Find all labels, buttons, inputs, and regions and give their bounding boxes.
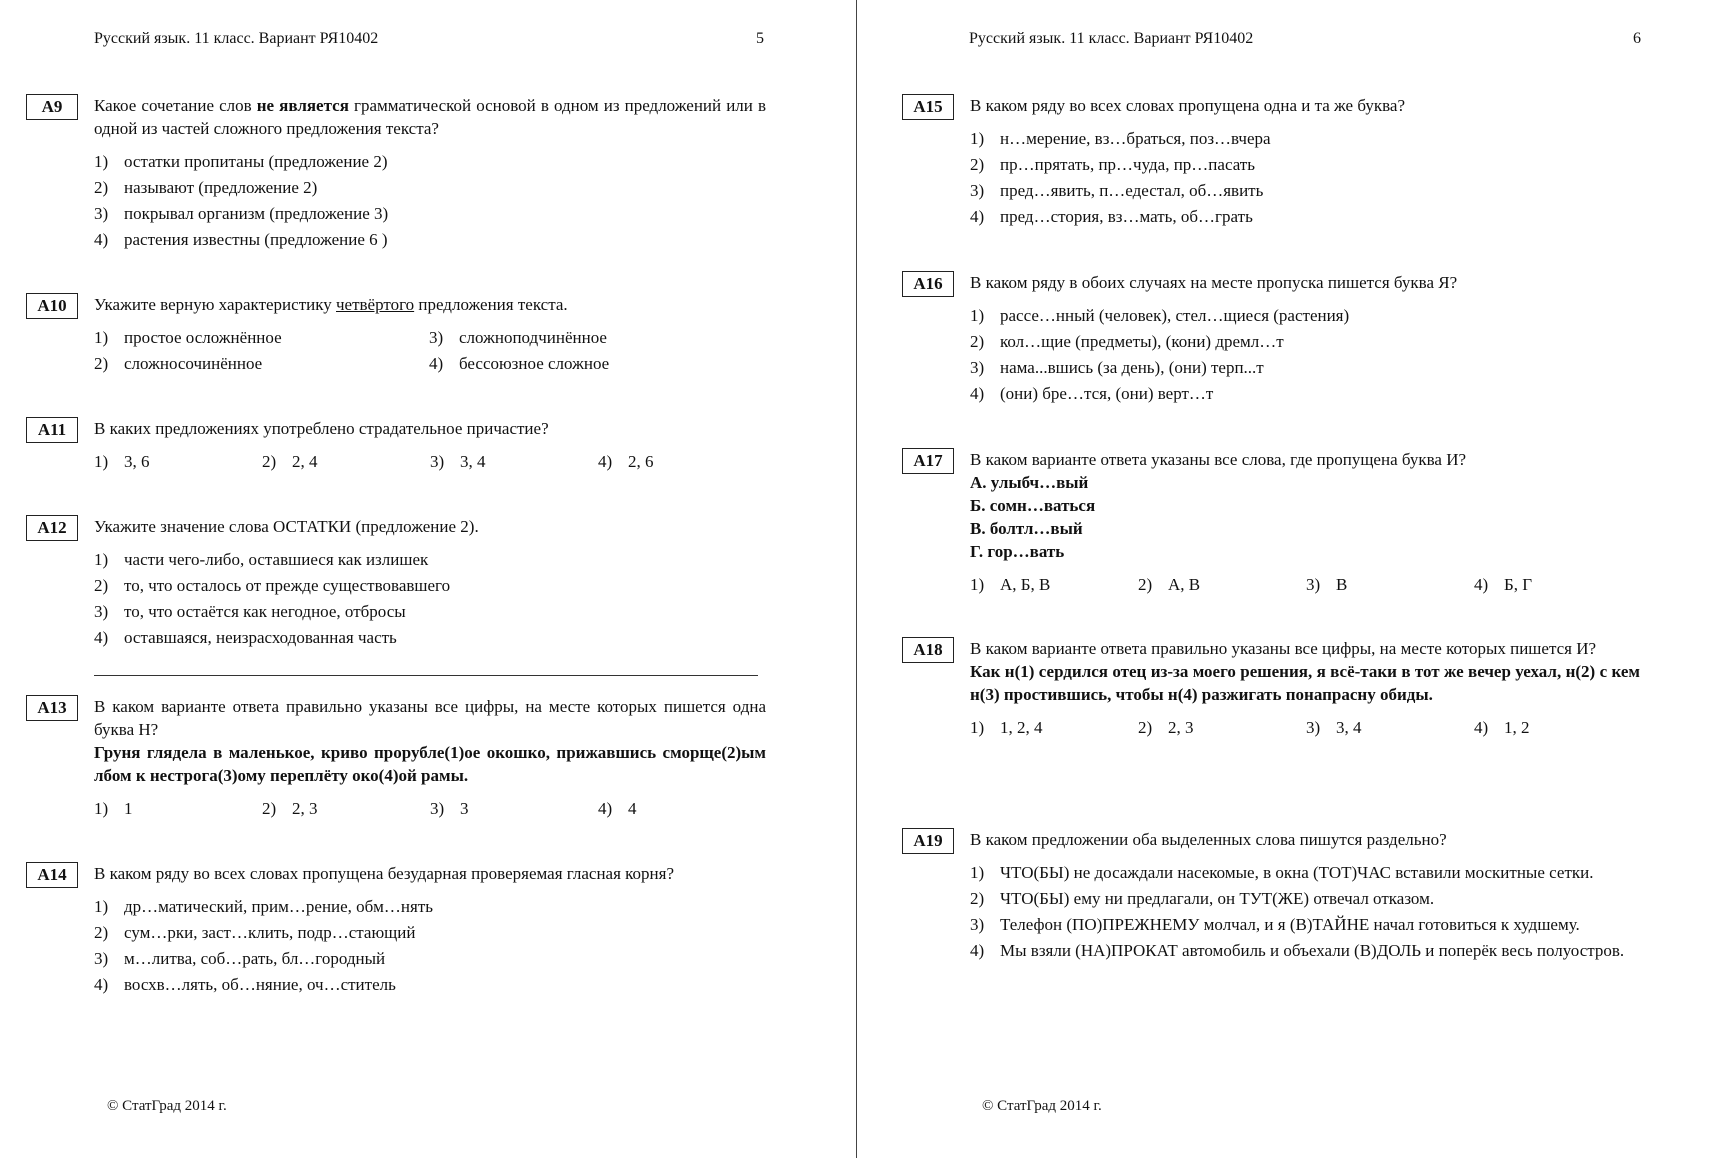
question-text: Укажите верную характеристику четвёртого предложения текста. <box>94 295 568 314</box>
answer-option[interactable]: 2) А, В <box>1138 575 1201 594</box>
question-text: Какое сочетание слов не является грамматической основой в одном из предложений или в одной из частей сложного предложения текста? <box>94 96 766 138</box>
word-item: А. улыбч…вый <box>970 473 1089 492</box>
answer-option[interactable]: 3) сложноподчинённое <box>429 328 607 347</box>
answer-option[interactable]: 1) А, Б, В <box>970 575 1051 594</box>
right-page <box>876 0 1714 1158</box>
answer-option[interactable]: 1) ЧТО(БЫ) не досаждали насекомые, в окна (ТОТ)ЧАС вставили москитные сетки. <box>970 863 1594 882</box>
answer-option[interactable]: 4) (они) бре…тся, (они) верт…т <box>970 384 1214 403</box>
task-code: А9 <box>26 94 78 120</box>
task-a16 <box>902 271 1640 408</box>
task-a13 <box>26 695 766 820</box>
answer-option[interactable]: 3) покрывал организм (предложение 3) <box>94 204 389 223</box>
header-title: Русский язык. 11 класс. Вариант РЯ10402 <box>94 30 379 47</box>
task-code: А14 <box>26 862 78 888</box>
answer-option[interactable]: 3) 3, 4 <box>1306 718 1362 737</box>
task-code: А19 <box>902 828 954 854</box>
answer-option[interactable]: 1) др…матический, прим…рение, обм…нять <box>94 897 434 916</box>
answer-option[interactable]: 2) то, что осталось от прежде существовавшего <box>94 576 451 595</box>
question-text: В каком варианте ответа правильно указаны все цифры, на месте которых пишется И? <box>970 639 1597 658</box>
answer-option[interactable]: 2) 2, 3 <box>1138 718 1194 737</box>
answer-option[interactable]: 4) Мы взяли (НА)ПРОКАТ автомобиль и объехали (В)ДОЛЬ и поперёк весь полуостров. <box>970 941 1625 960</box>
question-text: В каком варианте ответа указаны все слова, где пропущена буква И? <box>970 450 1467 469</box>
word-item: В. болтл…вый <box>970 519 1083 538</box>
answer-options <box>94 797 766 820</box>
task-code: А13 <box>26 695 78 721</box>
answer-options <box>970 861 1640 962</box>
answer-option[interactable]: 1) простое осложнённое <box>94 328 282 347</box>
answer-option[interactable]: 3) м…литва, соб…рать, бл…городный <box>94 949 386 968</box>
left-page <box>0 0 856 1158</box>
answer-option[interactable]: 2) называют (предложение 2) <box>94 178 318 197</box>
answer-option[interactable]: 3) Телефон (ПО)ПРЕЖНЕМУ молчал, и я (В)ТАЙНЕ начал готовиться к худшему. <box>970 915 1580 934</box>
task-sentence: Груня глядела в маленькое, криво прорубле(1)ое окошко, прижавшись сморще(2)ым лбом к нестрога(3)ому переплёту око(4)ой рамы. <box>94 743 766 785</box>
answer-option[interactable]: 4) 2, 6 <box>598 452 654 471</box>
answer-option[interactable]: 1) части чего-либо, оставшиеся как излишек <box>94 550 429 569</box>
answer-option[interactable]: 2) кол…щие (предметы), (кони) дремл…т <box>970 332 1284 351</box>
answer-option[interactable]: 4) бессоюзное сложное <box>429 354 610 373</box>
answer-option[interactable]: 2) ЧТО(БЫ) ему ни предлагали, он ТУТ(ЖЕ) отвечал отказом. <box>970 889 1435 908</box>
answer-option[interactable]: 4) восхв…лять, об…няние, оч…ститель <box>94 975 396 994</box>
answer-options <box>94 326 766 375</box>
answer-options <box>94 548 766 649</box>
answer-options <box>94 450 766 473</box>
answer-option[interactable]: 2) 2, 3 <box>262 799 318 818</box>
task-sentence: Как н(1) сердился отец из-за моего решения, я всё-таки в тот же вечер уехал, н(2) с кем н(3) простившись, чтобы н(4) разжигать понапрасну обиды. <box>970 662 1640 704</box>
footer-copyright: © СтатГрад 2014 г. <box>107 1098 227 1114</box>
word-item: Г. гор…вать <box>970 542 1065 561</box>
footer-copyright: © СтатГрад 2014 г. <box>982 1098 1102 1114</box>
task-a18 <box>902 637 1640 739</box>
task-code: А18 <box>902 637 954 663</box>
question-text: Укажите значение слова ОСТАТКИ (предложение 2). <box>94 517 479 536</box>
answer-option[interactable]: 4) 4 <box>598 799 637 818</box>
answer-option[interactable]: 4) растения известны (предложение 6 ) <box>94 230 388 249</box>
question-text: В каком ряду во всех словах пропущена одна и та же буква? <box>970 96 1406 115</box>
question-text: В каком ряду в обоих случаях на месте пропуска пишется буква Я? <box>970 273 1458 292</box>
answer-option[interactable]: 1) остатки пропитаны (предложение 2) <box>94 152 388 171</box>
answer-option[interactable]: 3) В <box>1306 575 1348 594</box>
answer-options <box>94 895 766 996</box>
answer-options <box>94 150 766 251</box>
word-item: Б. сомн…ваться <box>970 496 1096 515</box>
answer-option[interactable]: 1) н…мерение, вз…браться, поз…вчера <box>970 129 1271 148</box>
answer-options <box>970 573 1640 596</box>
answer-option[interactable]: 3) 3 <box>430 799 469 818</box>
header-title: Русский язык. 11 класс. Вариант РЯ10402 <box>969 30 1254 47</box>
answer-option[interactable]: 2) сложносочинённое <box>94 354 263 373</box>
task-a19 <box>902 828 1640 965</box>
task-code: А15 <box>902 94 954 120</box>
task-code: А12 <box>26 515 78 541</box>
task-a11 <box>26 417 766 473</box>
question-text: В каком ряду во всех словах пропущена безударная проверяемая гласная корня? <box>94 864 675 883</box>
question-text: В каком предложении оба выделенных слова пишутся раздельно? <box>970 830 1447 849</box>
answer-option[interactable]: 2) пр…прятать, пр…чуда, пр…пасать <box>970 155 1255 174</box>
answer-option[interactable]: 3) 3, 4 <box>430 452 486 471</box>
answer-option[interactable]: 1) 1, 2, 4 <box>970 718 1043 737</box>
answer-option[interactable]: 1) рассе…нный (человек), стел…щиеся (растения) <box>970 306 1350 325</box>
task-a17 <box>902 448 1640 596</box>
task-a9 <box>26 94 766 254</box>
answer-option[interactable]: 4) пред…стория, вз…мать, об…грать <box>970 207 1253 226</box>
answer-options <box>970 716 1640 739</box>
answer-option[interactable]: 1) 1 <box>94 799 133 818</box>
answer-option[interactable]: 2) 2, 4 <box>262 452 318 471</box>
task-code: А17 <box>902 448 954 474</box>
page-number: 5 <box>756 30 764 47</box>
task-a15 <box>902 94 1640 231</box>
task-code: А10 <box>26 293 78 319</box>
answer-option[interactable]: 1) 3, 6 <box>94 452 150 471</box>
question-text: В каких предложениях употреблено страдательное причастие? <box>94 419 549 438</box>
task-code: А16 <box>902 271 954 297</box>
answer-option[interactable]: 2) сум…рки, заст…клить, подр…стающий <box>94 923 416 942</box>
answer-option[interactable]: 3) то, что остаётся как негодное, отбросы <box>94 602 406 621</box>
task-a10 <box>26 293 766 375</box>
answer-option[interactable]: 4) 1, 2 <box>1474 718 1530 737</box>
page-number: 6 <box>1633 30 1641 47</box>
answer-option[interactable]: 4) Б, Г <box>1474 575 1533 594</box>
question-text: В каком варианте ответа правильно указаны все цифры, на месте которых пишется одна буква Н? <box>94 697 766 739</box>
answer-option[interactable]: 3) пред…явить, п…едестал, об…явить <box>970 181 1264 200</box>
answer-options <box>970 127 1640 228</box>
answer-option[interactable]: 3) нама...вшись (за день), (они) терп...т <box>970 358 1264 377</box>
page-divider <box>856 0 857 1158</box>
separator-line <box>94 675 758 676</box>
answer-options <box>970 304 1640 405</box>
task-code: А11 <box>26 417 78 443</box>
task-a14 <box>26 862 766 999</box>
answer-option[interactable]: 4) оставшаяся, неизрасходованная часть <box>94 628 397 647</box>
task-a12 <box>26 515 766 652</box>
